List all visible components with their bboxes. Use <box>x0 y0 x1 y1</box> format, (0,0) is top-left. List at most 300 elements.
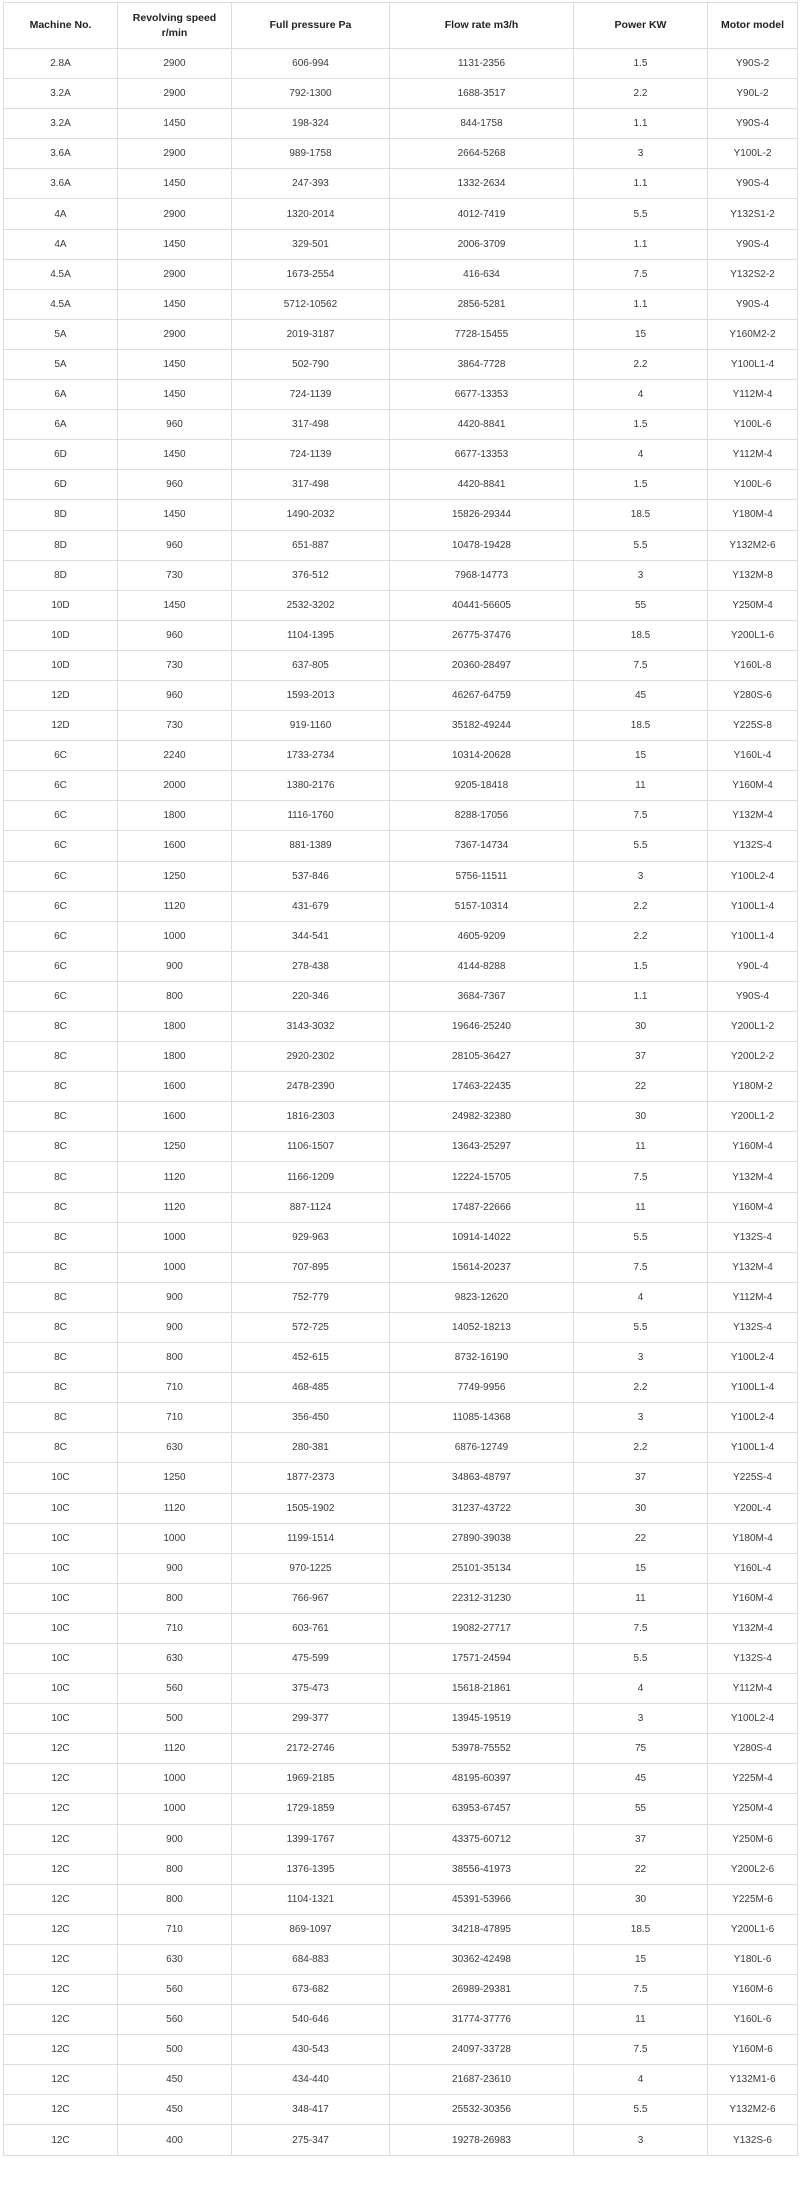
cell-revolving-speed: 900 <box>118 1312 232 1342</box>
cell-flow-rate: 53978-75552 <box>390 1734 574 1764</box>
cell-machine-no: 6C <box>4 771 118 801</box>
table-row <box>4 1764 798 1794</box>
cell-power: 3 <box>574 560 708 590</box>
cell-motor-model: Y132M1-6 <box>708 2065 798 2095</box>
cell-motor-model: Y160L-8 <box>708 650 798 680</box>
table-row <box>4 680 798 710</box>
cell-full-pressure: 1399-1767 <box>232 1824 390 1854</box>
cell-revolving-speed: 960 <box>118 410 232 440</box>
table-row <box>4 891 798 921</box>
cell-machine-no: 6A <box>4 410 118 440</box>
table-row <box>4 590 798 620</box>
table-row <box>4 1884 798 1914</box>
cell-power: 4 <box>574 440 708 470</box>
cell-motor-model: Y250M-4 <box>708 1794 798 1824</box>
table-row <box>4 1553 798 1583</box>
table-row <box>4 49 798 79</box>
cell-power: 7.5 <box>574 1162 708 1192</box>
cell-revolving-speed: 630 <box>118 1433 232 1463</box>
cell-machine-no: 12C <box>4 1764 118 1794</box>
cell-machine-no: 8C <box>4 1012 118 1042</box>
cell-revolving-speed: 1120 <box>118 1192 232 1222</box>
cell-revolving-speed: 710 <box>118 1613 232 1643</box>
cell-power: 30 <box>574 1493 708 1523</box>
cell-power: 11 <box>574 1192 708 1222</box>
table-row <box>4 79 798 109</box>
cell-machine-no: 8C <box>4 1132 118 1162</box>
cell-power: 30 <box>574 1102 708 1132</box>
cell-flow-rate: 43375-60712 <box>390 1824 574 1854</box>
cell-flow-rate: 26775-37476 <box>390 620 574 650</box>
cell-revolving-speed: 1450 <box>118 169 232 199</box>
cell-machine-no: 12C <box>4 2095 118 2125</box>
cell-flow-rate: 24982-32380 <box>390 1102 574 1132</box>
cell-revolving-speed: 710 <box>118 1403 232 1433</box>
cell-motor-model: Y90S-4 <box>708 229 798 259</box>
cell-full-pressure: 1166-1209 <box>232 1162 390 1192</box>
cell-revolving-speed: 1000 <box>118 1764 232 1794</box>
cell-flow-rate: 19082-27717 <box>390 1613 574 1643</box>
table-row <box>4 1824 798 1854</box>
cell-full-pressure: 5712-10562 <box>232 289 390 319</box>
cell-flow-rate: 7968-14773 <box>390 560 574 590</box>
cell-full-pressure: 752-779 <box>232 1282 390 1312</box>
cell-machine-no: 3.6A <box>4 139 118 169</box>
cell-motor-model: Y132M2-6 <box>708 2095 798 2125</box>
cell-flow-rate: 17463-22435 <box>390 1072 574 1102</box>
cell-full-pressure: 970-1225 <box>232 1553 390 1583</box>
cell-machine-no: 6C <box>4 861 118 891</box>
cell-power: 37 <box>574 1042 708 1072</box>
cell-power: 18.5 <box>574 711 708 741</box>
cell-full-pressure: 2478-2390 <box>232 1072 390 1102</box>
cell-power: 7.5 <box>574 650 708 680</box>
cell-full-pressure: 1116-1760 <box>232 801 390 831</box>
cell-revolving-speed: 400 <box>118 2125 232 2155</box>
cell-revolving-speed: 1600 <box>118 1102 232 1132</box>
cell-full-pressure: 1969-2185 <box>232 1764 390 1794</box>
cell-flow-rate: 11085-14368 <box>390 1403 574 1433</box>
cell-power: 7.5 <box>574 2035 708 2065</box>
cell-full-pressure: 1376-1395 <box>232 1854 390 1884</box>
cell-machine-no: 6C <box>4 891 118 921</box>
table-row <box>4 139 798 169</box>
cell-full-pressure: 606-994 <box>232 49 390 79</box>
cell-motor-model: Y100L2-4 <box>708 861 798 891</box>
table-row <box>4 1012 798 1042</box>
table-row <box>4 650 798 680</box>
cell-motor-model: Y200L1-2 <box>708 1012 798 1042</box>
cell-machine-no: 4A <box>4 199 118 229</box>
header-revolving-speed: Revolving speed r/min <box>118 3 232 49</box>
cell-full-pressure: 220-346 <box>232 981 390 1011</box>
table-row <box>4 1282 798 1312</box>
cell-full-pressure: 2172-2746 <box>232 1734 390 1764</box>
cell-full-pressure: 651-887 <box>232 530 390 560</box>
cell-flow-rate: 45391-53966 <box>390 1884 574 1914</box>
cell-machine-no: 6C <box>4 741 118 771</box>
cell-flow-rate: 2664-5268 <box>390 139 574 169</box>
cell-flow-rate: 17487-22666 <box>390 1192 574 1222</box>
cell-motor-model: Y160M2-2 <box>708 319 798 349</box>
cell-revolving-speed: 1600 <box>118 1072 232 1102</box>
cell-flow-rate: 25101-35134 <box>390 1553 574 1583</box>
cell-flow-rate: 2006-3709 <box>390 229 574 259</box>
cell-flow-rate: 4144-8288 <box>390 951 574 981</box>
cell-power: 7.5 <box>574 1252 708 1282</box>
cell-power: 45 <box>574 680 708 710</box>
cell-machine-no: 10C <box>4 1493 118 1523</box>
cell-machine-no: 12C <box>4 1975 118 2005</box>
cell-flow-rate: 13945-19519 <box>390 1704 574 1734</box>
table-header <box>4 3 798 49</box>
cell-full-pressure: 3143-3032 <box>232 1012 390 1042</box>
cell-revolving-speed: 1250 <box>118 861 232 891</box>
cell-revolving-speed: 1450 <box>118 289 232 319</box>
cell-full-pressure: 317-498 <box>232 470 390 500</box>
cell-motor-model: Y225M-6 <box>708 1884 798 1914</box>
cell-revolving-speed: 960 <box>118 470 232 500</box>
cell-revolving-speed: 800 <box>118 1583 232 1613</box>
table-row <box>4 560 798 590</box>
cell-full-pressure: 869-1097 <box>232 1914 390 1944</box>
cell-machine-no: 10C <box>4 1583 118 1613</box>
cell-full-pressure: 724-1139 <box>232 380 390 410</box>
cell-power: 5.5 <box>574 1643 708 1673</box>
table-row <box>4 1583 798 1613</box>
cell-motor-model: Y100L-6 <box>708 410 798 440</box>
cell-flow-rate: 21687-23610 <box>390 2065 574 2095</box>
table-row <box>4 1854 798 1884</box>
cell-full-pressure: 344-541 <box>232 921 390 951</box>
cell-power: 4 <box>574 2065 708 2095</box>
cell-power: 18.5 <box>574 500 708 530</box>
cell-revolving-speed: 1000 <box>118 1794 232 1824</box>
cell-revolving-speed: 800 <box>118 1884 232 1914</box>
table-row <box>4 380 798 410</box>
cell-power: 15 <box>574 1553 708 1583</box>
cell-flow-rate: 34218-47895 <box>390 1914 574 1944</box>
cell-revolving-speed: 900 <box>118 1824 232 1854</box>
table-row <box>4 440 798 470</box>
cell-motor-model: Y200L1-6 <box>708 620 798 650</box>
cell-full-pressure: 1816-2303 <box>232 1102 390 1132</box>
table-row <box>4 771 798 801</box>
cell-machine-no: 12C <box>4 2125 118 2155</box>
cell-machine-no: 8C <box>4 1433 118 1463</box>
table-row <box>4 1944 798 1974</box>
cell-full-pressure: 356-450 <box>232 1403 390 1433</box>
cell-machine-no: 6D <box>4 470 118 500</box>
table-row <box>4 1704 798 1734</box>
cell-motor-model: Y160M-6 <box>708 1975 798 2005</box>
cell-flow-rate: 7367-14734 <box>390 831 574 861</box>
cell-revolving-speed: 560 <box>118 1674 232 1704</box>
cell-machine-no: 2.8A <box>4 49 118 79</box>
cell-power: 75 <box>574 1734 708 1764</box>
cell-revolving-speed: 900 <box>118 951 232 981</box>
cell-power: 15 <box>574 741 708 771</box>
cell-revolving-speed: 2900 <box>118 319 232 349</box>
cell-flow-rate: 48195-60397 <box>390 1764 574 1794</box>
header-machine-no: Machine No. <box>4 3 118 49</box>
table-row <box>4 1343 798 1373</box>
cell-machine-no: 12D <box>4 711 118 741</box>
cell-revolving-speed: 560 <box>118 1975 232 2005</box>
cell-machine-no: 10C <box>4 1523 118 1553</box>
cell-machine-no: 6C <box>4 981 118 1011</box>
cell-revolving-speed: 500 <box>118 2035 232 2065</box>
cell-revolving-speed: 800 <box>118 1854 232 1884</box>
cell-full-pressure: 1490-2032 <box>232 500 390 530</box>
cell-machine-no: 10D <box>4 590 118 620</box>
cell-revolving-speed: 1450 <box>118 590 232 620</box>
cell-revolving-speed: 1000 <box>118 1252 232 1282</box>
cell-machine-no: 8C <box>4 1343 118 1373</box>
cell-motor-model: Y132M2-6 <box>708 530 798 560</box>
cell-flow-rate: 7728-15455 <box>390 319 574 349</box>
cell-power: 3 <box>574 1343 708 1373</box>
cell-machine-no: 8C <box>4 1312 118 1342</box>
cell-machine-no: 12C <box>4 1854 118 1884</box>
cell-power: 22 <box>574 1523 708 1553</box>
cell-power: 5.5 <box>574 831 708 861</box>
cell-revolving-speed: 450 <box>118 2065 232 2095</box>
cell-flow-rate: 28105-36427 <box>390 1042 574 1072</box>
cell-power: 37 <box>574 1824 708 1854</box>
cell-flow-rate: 10314-20628 <box>390 741 574 771</box>
header-full-pressure: Full pressure Pa <box>232 3 390 49</box>
cell-power: 3 <box>574 139 708 169</box>
cell-flow-rate: 5157-10314 <box>390 891 574 921</box>
cell-power: 1.5 <box>574 470 708 500</box>
table-row <box>4 1914 798 1944</box>
cell-flow-rate: 15618-21861 <box>390 1674 574 1704</box>
cell-motor-model: Y132M-4 <box>708 1162 798 1192</box>
header-row <box>4 3 798 49</box>
cell-power: 15 <box>574 319 708 349</box>
cell-revolving-speed: 800 <box>118 1343 232 1373</box>
cell-machine-no: 8C <box>4 1403 118 1433</box>
cell-machine-no: 4.5A <box>4 289 118 319</box>
cell-machine-no: 5A <box>4 349 118 379</box>
cell-flow-rate: 844-1758 <box>390 109 574 139</box>
cell-full-pressure: 1505-1902 <box>232 1493 390 1523</box>
cell-full-pressure: 2019-3187 <box>232 319 390 349</box>
cell-full-pressure: 468-485 <box>232 1373 390 1403</box>
cell-machine-no: 12C <box>4 2035 118 2065</box>
cell-full-pressure: 475-599 <box>232 1643 390 1673</box>
cell-revolving-speed: 1450 <box>118 109 232 139</box>
cell-motor-model: Y200L1-6 <box>708 1914 798 1944</box>
cell-machine-no: 6C <box>4 921 118 951</box>
cell-flow-rate: 10914-14022 <box>390 1222 574 1252</box>
cell-machine-no: 4.5A <box>4 259 118 289</box>
cell-revolving-speed: 960 <box>118 530 232 560</box>
cell-full-pressure: 198-324 <box>232 109 390 139</box>
cell-flow-rate: 4420-8841 <box>390 470 574 500</box>
cell-power: 1.1 <box>574 109 708 139</box>
cell-machine-no: 10C <box>4 1674 118 1704</box>
cell-motor-model: Y100L2-4 <box>708 1704 798 1734</box>
cell-power: 3 <box>574 861 708 891</box>
cell-full-pressure: 1320-2014 <box>232 199 390 229</box>
cell-power: 11 <box>574 1583 708 1613</box>
cell-full-pressure: 431-679 <box>232 891 390 921</box>
cell-revolving-speed: 1000 <box>118 1523 232 1553</box>
cell-machine-no: 12C <box>4 1914 118 1944</box>
cell-motor-model: Y112M-4 <box>708 1282 798 1312</box>
table-row <box>4 1794 798 1824</box>
cell-motor-model: Y100L1-4 <box>708 1373 798 1403</box>
cell-motor-model: Y100L1-4 <box>708 349 798 379</box>
header-motor-model: Motor model <box>708 3 798 49</box>
cell-power: 2.2 <box>574 921 708 951</box>
cell-motor-model: Y132S2-2 <box>708 259 798 289</box>
cell-power: 1.1 <box>574 289 708 319</box>
table-row <box>4 530 798 560</box>
cell-flow-rate: 2856-5281 <box>390 289 574 319</box>
cell-machine-no: 12C <box>4 1824 118 1854</box>
cell-flow-rate: 8732-16190 <box>390 1343 574 1373</box>
table-row <box>4 109 798 139</box>
cell-revolving-speed: 1800 <box>118 1012 232 1042</box>
cell-full-pressure: 929-963 <box>232 1222 390 1252</box>
cell-revolving-speed: 710 <box>118 1373 232 1403</box>
cell-power: 2.2 <box>574 79 708 109</box>
table-row <box>4 1192 798 1222</box>
cell-power: 1.5 <box>574 951 708 981</box>
cell-power: 55 <box>574 1794 708 1824</box>
cell-full-pressure: 881-1389 <box>232 831 390 861</box>
cell-motor-model: Y90S-4 <box>708 981 798 1011</box>
cell-revolving-speed: 2900 <box>118 79 232 109</box>
cell-machine-no: 8C <box>4 1252 118 1282</box>
cell-revolving-speed: 1120 <box>118 1493 232 1523</box>
cell-revolving-speed: 1000 <box>118 921 232 951</box>
cell-flow-rate: 17571-24594 <box>390 1643 574 1673</box>
cell-machine-no: 12D <box>4 680 118 710</box>
cell-full-pressure: 537-846 <box>232 861 390 891</box>
table-row <box>4 470 798 500</box>
cell-motor-model: Y180M-4 <box>708 500 798 530</box>
cell-power: 22 <box>574 1854 708 1884</box>
cell-flow-rate: 8288-17056 <box>390 801 574 831</box>
cell-machine-no: 5A <box>4 319 118 349</box>
cell-power: 2.2 <box>574 349 708 379</box>
cell-revolving-speed: 1120 <box>118 891 232 921</box>
table-row <box>4 1252 798 1282</box>
cell-full-pressure: 329-501 <box>232 229 390 259</box>
cell-flow-rate: 9205-18418 <box>390 771 574 801</box>
table-row <box>4 319 798 349</box>
table-row <box>4 349 798 379</box>
cell-flow-rate: 13643-25297 <box>390 1132 574 1162</box>
cell-revolving-speed: 2900 <box>118 199 232 229</box>
cell-revolving-speed: 450 <box>118 2095 232 2125</box>
cell-full-pressure: 707-895 <box>232 1252 390 1282</box>
cell-flow-rate: 6677-13353 <box>390 440 574 470</box>
cell-flow-rate: 31237-43722 <box>390 1493 574 1523</box>
cell-flow-rate: 14052-18213 <box>390 1312 574 1342</box>
cell-motor-model: Y250M-6 <box>708 1824 798 1854</box>
cell-motor-model: Y112M-4 <box>708 380 798 410</box>
cell-motor-model: Y100L1-4 <box>708 891 798 921</box>
cell-full-pressure: 989-1758 <box>232 139 390 169</box>
cell-revolving-speed: 900 <box>118 1553 232 1583</box>
cell-power: 55 <box>574 590 708 620</box>
cell-full-pressure: 275-347 <box>232 2125 390 2155</box>
cell-full-pressure: 1380-2176 <box>232 771 390 801</box>
cell-flow-rate: 3684-7367 <box>390 981 574 1011</box>
cell-power: 30 <box>574 1012 708 1042</box>
cell-machine-no: 10D <box>4 650 118 680</box>
cell-revolving-speed: 1250 <box>118 1463 232 1493</box>
cell-revolving-speed: 560 <box>118 2005 232 2035</box>
cell-power: 2.2 <box>574 1433 708 1463</box>
cell-motor-model: Y132S-4 <box>708 831 798 861</box>
cell-flow-rate: 10478-19428 <box>390 530 574 560</box>
cell-power: 7.5 <box>574 259 708 289</box>
cell-revolving-speed: 960 <box>118 680 232 710</box>
cell-power: 18.5 <box>574 620 708 650</box>
table-row <box>4 1102 798 1132</box>
cell-motor-model: Y112M-4 <box>708 1674 798 1704</box>
cell-full-pressure: 1106-1507 <box>232 1132 390 1162</box>
cell-motor-model: Y90S-4 <box>708 289 798 319</box>
cell-power: 4 <box>574 380 708 410</box>
cell-revolving-speed: 2900 <box>118 259 232 289</box>
cell-machine-no: 10C <box>4 1704 118 1734</box>
cell-machine-no: 10C <box>4 1463 118 1493</box>
cell-power: 37 <box>574 1463 708 1493</box>
table-row <box>4 1493 798 1523</box>
cell-motor-model: Y90S-2 <box>708 49 798 79</box>
table-row <box>4 1042 798 1072</box>
cell-machine-no: 8C <box>4 1042 118 1072</box>
cell-machine-no: 3.2A <box>4 79 118 109</box>
cell-full-pressure: 572-725 <box>232 1312 390 1342</box>
table-row <box>4 861 798 891</box>
cell-motor-model: Y90L-2 <box>708 79 798 109</box>
cell-full-pressure: 919-1160 <box>232 711 390 741</box>
cell-flow-rate: 6677-13353 <box>390 380 574 410</box>
cell-flow-rate: 19646-25240 <box>390 1012 574 1042</box>
cell-flow-rate: 20360-28497 <box>390 650 574 680</box>
table-row <box>4 831 798 861</box>
cell-flow-rate: 1332-2634 <box>390 169 574 199</box>
cell-revolving-speed: 1450 <box>118 440 232 470</box>
table-row <box>4 2005 798 2035</box>
cell-power: 15 <box>574 1944 708 1974</box>
cell-revolving-speed: 1800 <box>118 1042 232 1072</box>
cell-revolving-speed: 1250 <box>118 1132 232 1162</box>
cell-motor-model: Y132S1-2 <box>708 199 798 229</box>
cell-machine-no: 8C <box>4 1192 118 1222</box>
cell-machine-no: 6C <box>4 831 118 861</box>
cell-revolving-speed: 1000 <box>118 1222 232 1252</box>
table-row <box>4 199 798 229</box>
cell-motor-model: Y200L2-6 <box>708 1854 798 1884</box>
cell-machine-no: 12C <box>4 1884 118 1914</box>
table-row <box>4 620 798 650</box>
cell-machine-no: 12C <box>4 1794 118 1824</box>
cell-revolving-speed: 1120 <box>118 1734 232 1764</box>
cell-flow-rate: 22312-31230 <box>390 1583 574 1613</box>
cell-motor-model: Y225M-4 <box>708 1764 798 1794</box>
table-row <box>4 2065 798 2095</box>
cell-motor-model: Y132M-4 <box>708 801 798 831</box>
